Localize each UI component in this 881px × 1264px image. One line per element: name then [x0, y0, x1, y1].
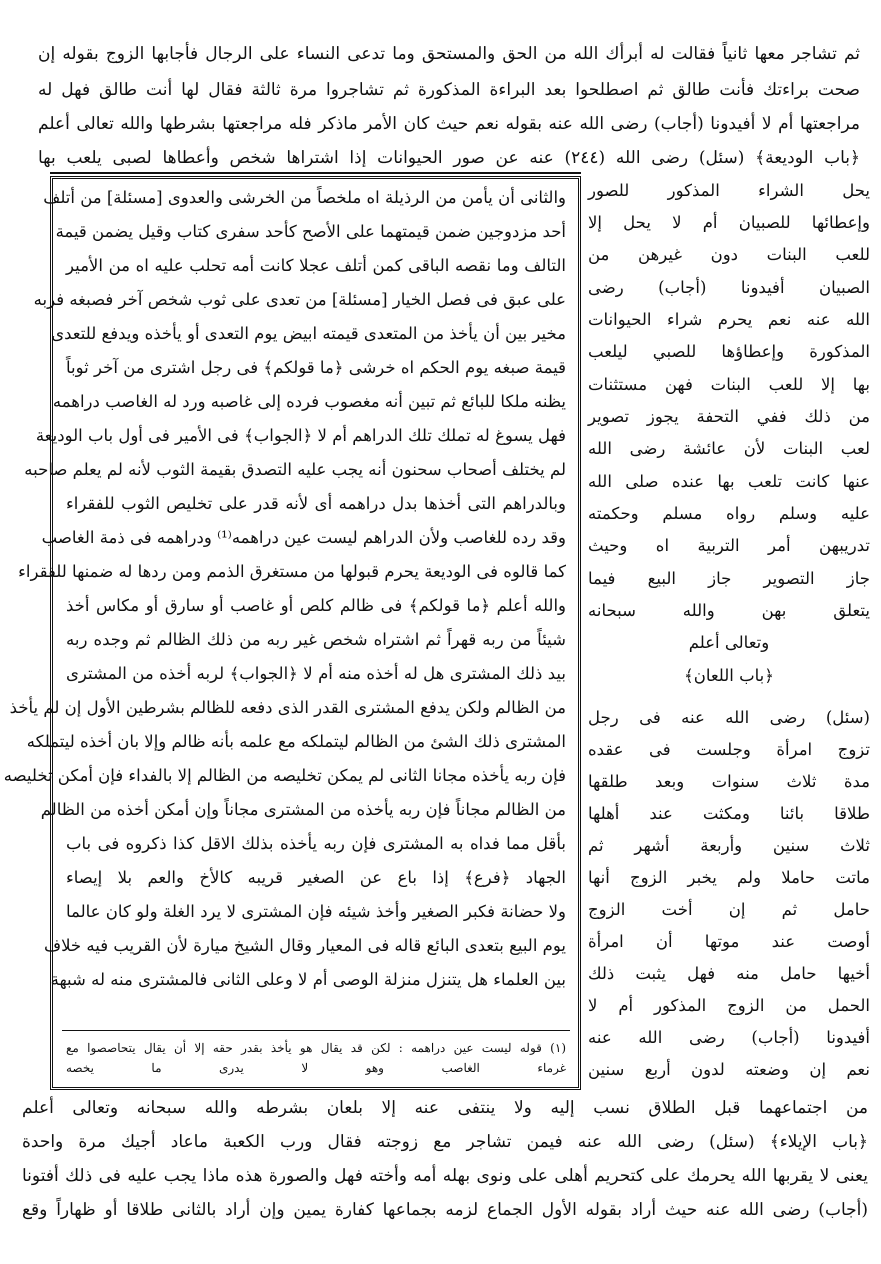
section-heading-line: ﴿باب الوديعة﴾ (سئل) رضى الله (٢٤٤) عنه عن صور الحيوانات إذا اشتراها شخص وأعطاها لصبى يلعب بها [38, 148, 860, 168]
side-line: طلاقا بائنا ومكثت عند أهلها [588, 804, 870, 823]
main-line: وقد رده للغاصب ولأن الدراهم ليست عين دراهمه⁽¹⁾ ودراهمه فى ذمة الغاصب [41, 528, 566, 547]
main-line: على عبق فى فصل الخيار [مسئلة] من تعدى على ثوب شخص آخر فصبغه فربه [33, 290, 566, 309]
main-line: فهل يسوغ له تملك تلك الدراهم أم لا ﴿الجواب﴾ فى الأمير فى أول باب الوديعة [35, 426, 566, 445]
main-line: أحد مزدوجين ضمن قيمتهما على الأصح كأحد سفرى كتاب وقيل يضمن قيمة [55, 222, 566, 241]
side-line: المذكورة وإعطاؤها للصبي ليلعب [588, 342, 870, 361]
side-line: ماتت حاملا ولم يخبر الزوج أنها [588, 868, 870, 887]
main-line: فإن ربه يأخذه مجانا الثانى لم يمكن تخليصه من الظالم إلا بالفداء فإن أمكن تخليصه [3, 766, 566, 785]
side-line: تدريبهن أمر التربية اه وحيث [588, 536, 870, 555]
main-line: قيمة صبغه يوم الحكم اه خرشى ﴿ما قولكم﴾ فى رجل اشترى من آخر ثوباً [66, 358, 566, 377]
section-heading-lian: ﴿باب اللعان﴾ [684, 666, 774, 685]
side-line: مدة ثلاث سنوات وبعد طلقها [588, 772, 870, 791]
main-line: من الظالم مجاناً فإن ربه يأخذه من المشترى مجاناً وإن أمكن أخذه من الظالم [40, 800, 566, 819]
main-line: يوم البيع بتعدى البائع قاله فى المعيار وقال الشيخ ميارة لأن القريب فيه خلاف [43, 936, 566, 955]
main-line: والله أعلم ﴿ما قولكم﴾ فى ظالم كلص أو غاصب أو سارق أو مكاس أخذ [66, 596, 566, 615]
main-line: وبالدراهم التى أخذها بدل دراهمه أى لأنه قدر على تخليص الثوب للفقراء [66, 494, 566, 513]
side-line: جاز التصوير جاز البيع فيما [588, 569, 870, 588]
main-line: الجهاد ﴿فرع﴾ إذا باع عن الصغير قريبه كالأخ والعم بلا إيصاء [66, 868, 566, 887]
side-line: لعب البنات لأن عائشة رضى الله [588, 439, 870, 458]
side-line: وإعطائها للصبيان أم لا يحل إلا [588, 213, 870, 232]
main-line: التالف وما نقصه الباقى كمن أتلف عجلا كانت أمه تحلب عليه اه من الأمير [66, 256, 566, 275]
top-line: ثم تشاجر معها ثانياً فقالت له أبرأك الله من الحق والمستحق وما تدعى النساء على الرجال فأجابها الزوج بقوله إن [38, 44, 860, 64]
main-line: من الظالم ولكن يدفع المشترى القدر الذى دفعه للظالم بشرطين الأول إن لم يأخذ [9, 698, 566, 717]
side-line: من ذلك ففي التحفة يجوز تصوير [588, 407, 870, 426]
main-line: بيد ذلك المشترى هل له أخذه منه أم لا ﴿الجواب﴾ لربه أخذه من المشترى [66, 664, 566, 683]
side-line: حامل ثم إن أخت الزوج [588, 900, 870, 919]
main-line: لم يختلف أصحاب سحنون أنه يجب عليه التصدق بقيمة الثوب لأنه لم يعلم صاحبه [24, 460, 566, 479]
side-line: أفيدونا (أجاب) رضى الله عنه [588, 1028, 870, 1047]
main-line: كما قالوه فى الوديعة يحرم قبولها من مستغرق الذمم ومن ردها له ضمنها للفقراء [18, 562, 566, 581]
frame-top-rule [50, 172, 581, 174]
side-line: (سئل) رضى الله عنه فى رجل [588, 708, 870, 727]
side-line: الحمل من الزوج المذكور أم لا [588, 996, 870, 1015]
side-line: عنها كانت تلعب بها عنده صلى الله [588, 472, 870, 491]
side-line: عليه وسلم رواه مسلم وحكمته [588, 504, 870, 523]
side-line: وتعالى أعلم [688, 633, 770, 652]
side-line: بها إلا للعب البنات فهن مستثنات [588, 375, 870, 394]
side-line: أخيها حامل منه فهل يثبت ذلك [588, 964, 870, 983]
section-heading-ila: ﴿باب الإيلاء﴾ (سئل) رضى الله عنه فيمن تشاجر مع زوجته فقال ورب الكعبة ماعاد أجيك مرة واحدة [22, 1132, 868, 1152]
bottom-line: يعنى لا يقربها الله يحرمك على كتحريم أهلى على ونوى بهله أمه وأخته فهل والصورة هذه ماذا يجب عليه فى ذلك أفتونا [22, 1166, 868, 1186]
main-line: بأقل مما فداه به المشترى فإن ربه يأخذه بذلك الاقل كذا ذكروه فى باب [66, 834, 566, 853]
main-line: المشترى ذلك الشئ من الظالم ليتملكه مع علمه بأنه ظالم وإلا بان أخذه ليتملكه [26, 732, 566, 751]
footnote-line: غرماء الغاصب وهو لا يدرى ما يخصه [66, 1061, 566, 1075]
side-line: يحل الشراء المذكور للصور [588, 181, 870, 200]
footnote-line: (١) قوله ليست عين دراهمه : لكن قد يقال هو يأخذ بقدر حقه إلا أن يقال يتحاصصوا مع [66, 1041, 566, 1055]
footnote-separator [62, 1030, 570, 1031]
main-line: ولا حضانة فكبر الصغير وأخذ شيئه فإن المشترى لا يرد الغلة ولو كان عالما [66, 902, 566, 921]
main-line: يظنه ملكا للبائع ثم تبين أنه مغصوب فرده إلى غاصبه ورد له الغاصب دراهمه [52, 392, 566, 411]
bottom-line: (أجاب) رضى الله عنه حيث أراد بقوله الأول الجماع لزمه بجماعها كفارة يمين وإن أراد بالثانى طلاقا أو ظهاراً وقع [22, 1200, 868, 1220]
side-line: للعب البنات دون غيرهن من [588, 245, 870, 264]
side-line: تزوج امرأة وجلست فى عقده [588, 740, 870, 759]
main-line: مخير بين أن يأخذ من المتعدى قيمته ابيض يوم التعدى أو يأخذه ويدفع للتعدى [51, 324, 566, 343]
side-line: الصبيان أفيدونا (أجاب) رضى [588, 278, 870, 297]
bottom-line: من اجتماعهما قبل الطلاق نسب إليه ولا ينتفى عنه إلا بلعان بشرطه والله سبحانه وتعالى أعلم [22, 1098, 868, 1118]
main-line: بين العلماء هل يتنزل منزلة الوصى أم لا وعلى الثانى فالمشترى منه له شبهة [50, 970, 566, 989]
main-line: شيئاً من ربه قهراً ثم اشتراه شخص غير ربه من ذلك الظالم ثم وجده ربه [66, 630, 566, 649]
top-line: صحت براءتك فأنت طالق ثم اصطلحوا بعد البراءة المذكورة ثم تشاجروا مرة ثالثة فقال لها أنت طالق فهل له [38, 80, 860, 100]
side-line: نعم إن وضعته لدون أربع سنين [588, 1060, 870, 1079]
side-line: أوصت عند موتها أن امرأة [588, 932, 870, 951]
side-line: ثلاث سنين وأربعة أشهر ثم [588, 836, 870, 855]
side-line: يتعلق بهن والله سبحانه [588, 601, 870, 620]
side-line: الله عنه نعم يحرم شراء الحيوانات [588, 310, 870, 329]
top-line: مراجعتها أم لا أفيدونا (أجاب) رضى الله عنه بقوله نعم حيث كان الأمر ماذكر فله مراجعتها بشرطها والله تعالى أعلم [38, 114, 860, 134]
main-line: والثانى أن يأمن من الرذيلة اه ملخصاً من الخرشى والعدوى [مسئلة] من أتلف [43, 188, 566, 207]
